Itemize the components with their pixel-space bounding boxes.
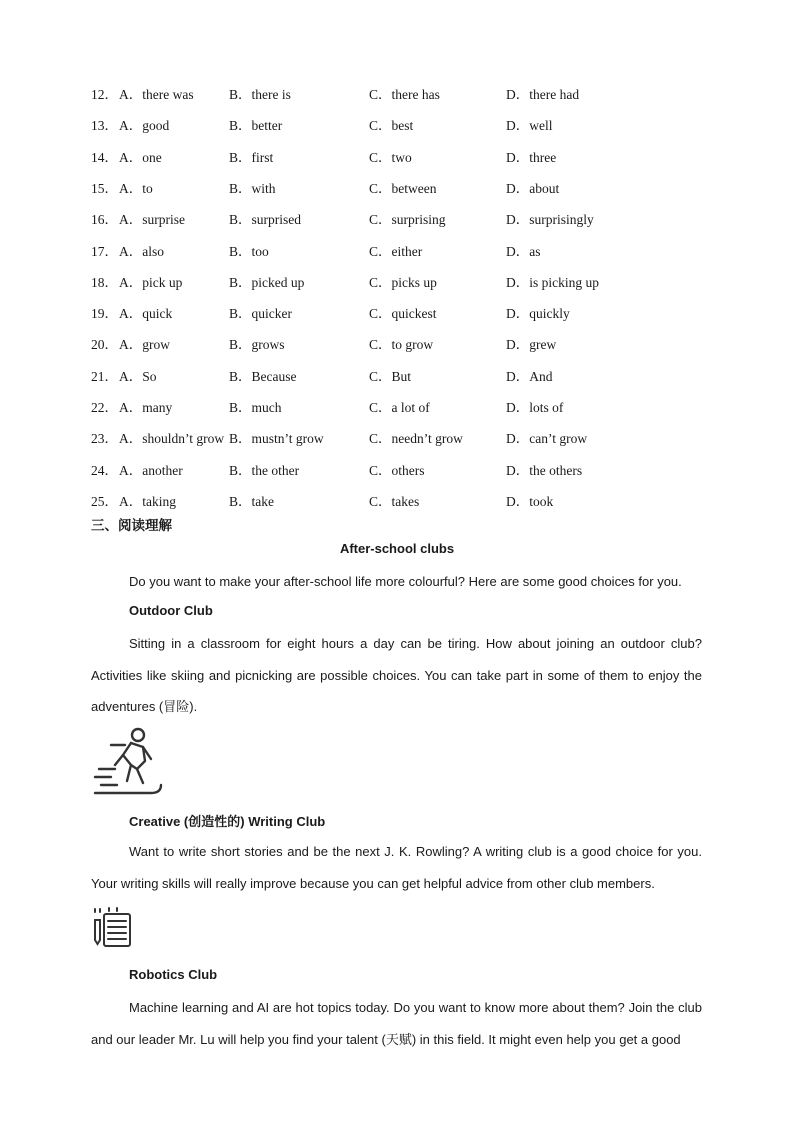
option-d: D．is picking up: [506, 274, 599, 290]
option-a: A．grow: [119, 337, 170, 353]
option-c: C．there has: [369, 87, 440, 102]
question-number: 24．: [91, 462, 118, 478]
question-row: [0, 459, 794, 479]
outdoor-club-heading: Outdoor Club: [129, 603, 213, 618]
question-number: 22．: [91, 400, 118, 415]
option-d: D．surprisingly: [506, 212, 594, 228]
question-number: 13．: [91, 118, 118, 134]
option-d: D．well: [506, 118, 553, 134]
outdoor-club-text: Sitting in a classroom for eight hours a day can be tiring. How about joining an outdoor club? Activities like skiing and picnicking are possible choices. You can take part in some of them to enjoy the adventures (冒险).: [91, 636, 702, 714]
question-row: [0, 271, 794, 291]
question-number: 15．: [91, 180, 118, 196]
question-row: [0, 427, 794, 447]
option-c: C．two: [369, 149, 412, 165]
question-number: 25．: [91, 493, 118, 509]
option-a: A．good: [119, 118, 170, 134]
question-number: 21．: [91, 368, 118, 384]
option-c: C．surprising: [369, 212, 446, 228]
option-d: D．three: [506, 149, 557, 165]
option-a: A．one: [119, 149, 162, 165]
option-b: B．quicker: [229, 306, 292, 322]
option-d: D．took: [506, 493, 554, 509]
option-b: B．Because: [229, 368, 297, 384]
question-row: [0, 302, 794, 322]
question-number: 17．: [91, 243, 118, 259]
option-d: D．as: [506, 243, 541, 259]
option-c: C．between: [369, 180, 437, 196]
option-b: B．too: [229, 243, 269, 259]
question-row: [0, 365, 794, 385]
option-b: B．surprised: [229, 212, 301, 228]
question-row: [0, 333, 794, 353]
question-row: [0, 177, 794, 197]
question-number: 12．: [91, 87, 118, 102]
option-b: B．with: [229, 180, 276, 196]
option-c: C．But: [369, 368, 412, 384]
option-c: C．to grow: [369, 337, 434, 353]
option-b: B．better: [229, 118, 283, 134]
option-d: D．quickly: [506, 306, 570, 322]
option-d: D．grew: [506, 337, 557, 353]
section-heading: 三、阅读理解: [91, 518, 172, 534]
option-c: C．a lot of: [369, 400, 430, 415]
question-row: [0, 240, 794, 260]
question-row: [0, 490, 794, 510]
option-b: B．the other: [229, 462, 300, 478]
option-a: A．surprise: [119, 212, 185, 228]
option-c: C．quickest: [369, 306, 437, 322]
option-d: D．the others: [506, 462, 583, 478]
option-c: C．either: [369, 243, 423, 259]
option-c: C．needn’t grow: [369, 431, 463, 447]
option-b: B．there is: [229, 87, 291, 102]
writing-club-heading: Creative (创造性的) Writing Club: [129, 814, 326, 829]
writing-club-text: Want to write short stories and be the next J. K. Rowling? A writing club is a good choice for you. Your writing skills will really improve because you can get helpful advice from other club members.: [91, 844, 702, 891]
option-a: A．taking: [119, 493, 176, 509]
option-b: B．take: [229, 493, 274, 509]
option-c: C．picks up: [369, 274, 437, 290]
robotics-club-text: Machine learning and AI are hot topics today. Do you want to know more about them? Join the club and our leader Mr. Lu will help you find your talent (天赋) in this field. It might even help you get a good: [91, 1000, 702, 1047]
question-number: 16．: [91, 212, 118, 228]
question-number: 14．: [91, 149, 118, 165]
question-number: 19．: [91, 306, 118, 322]
question-number: 20．: [91, 337, 118, 353]
option-d: D．lots of: [506, 400, 564, 415]
question-row: [0, 396, 794, 416]
option-a: A．there was: [119, 87, 194, 102]
option-b: B．first: [229, 149, 274, 165]
option-a: A．quick: [119, 306, 173, 322]
option-b: B．much: [229, 400, 282, 415]
skier-icon: [91, 725, 166, 801]
question-row: [0, 146, 794, 166]
question-number: 23．: [91, 431, 118, 447]
option-a: A．So: [119, 368, 157, 384]
option-a: A．another: [119, 462, 183, 478]
option-b: B．picked up: [229, 274, 305, 290]
question-row: [0, 114, 794, 134]
option-b: B．grows: [229, 337, 285, 353]
option-c: C．others: [369, 462, 425, 478]
option-d: D．can’t grow: [506, 431, 588, 447]
option-b: B．mustn’t grow: [229, 431, 324, 447]
question-number: 18．: [91, 274, 118, 290]
option-a: A．pick up: [119, 274, 183, 290]
option-a: A．also: [119, 243, 164, 259]
option-d: D．there had: [506, 87, 580, 102]
robotics-club-heading: Robotics Club: [129, 967, 218, 982]
option-a: A．shouldn’t grow: [119, 431, 225, 447]
writing-notepad-icon: [91, 906, 133, 948]
option-c: C．takes: [369, 493, 420, 509]
question-row: [0, 83, 794, 103]
option-c: C．best: [369, 118, 414, 134]
option-d: D．And: [506, 368, 553, 384]
option-a: A．to: [119, 180, 153, 196]
option-d: D．about: [506, 180, 560, 196]
option-a: A．many: [119, 400, 173, 415]
question-row: [0, 208, 794, 228]
intro-paragraph: Do you want to make your after-school life more colourful? Here are some good choices for you.: [129, 574, 682, 589]
reading-title: After-school clubs: [339, 541, 455, 556]
